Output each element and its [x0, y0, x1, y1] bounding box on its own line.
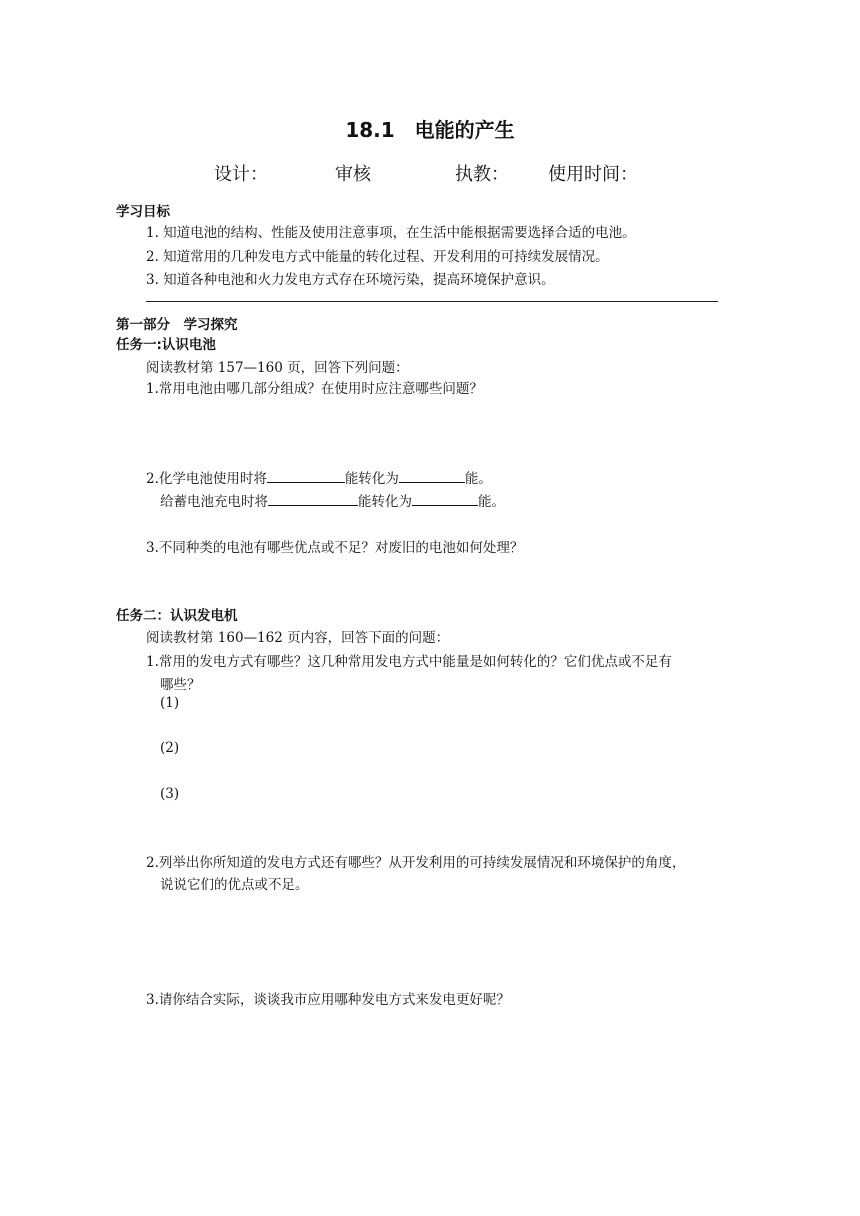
task1-heading: 任务一:认识电池: [116, 337, 216, 353]
sub-item-3: (3): [160, 786, 180, 802]
task2-question-2-line2: 说说它们的优点或不足。: [160, 877, 309, 893]
teacher-label: 执教：: [455, 164, 509, 185]
section-divider: [146, 301, 718, 302]
designer-label: 设计：: [214, 164, 268, 185]
answer-blank[interactable]: [268, 491, 358, 506]
task1-question-3: 3.不同种类的电池有哪些优点或不足？对废旧的电池如何处理？: [146, 540, 524, 556]
task1-intro: 阅读教材第 157—160 页，回答下列问题：: [146, 360, 409, 376]
objectives-heading: 学习目标: [116, 204, 170, 220]
task2-intro: 阅读教材第 160—162 页内容，回答下面的问题：: [146, 630, 450, 646]
question-text: 给蓄电池充电时将: [160, 494, 268, 510]
task1-question-2b: [160, 490, 505, 510]
task2-question-1-line2: 哪些？: [160, 677, 201, 693]
page-title: 18.1 电能的产生: [345, 118, 515, 142]
objective-item: 3. 知道各种电池和火力发电方式存在环境污染，提高环境保护意识。: [146, 272, 555, 288]
objective-item: 1. 知道电池的结构、性能及使用注意事项，在生活中能根据需要选择合适的电池。: [146, 225, 636, 241]
question-text: 2.化学电池使用时将: [146, 471, 267, 487]
question-text: 能转化为: [358, 494, 412, 510]
question-text: 能。: [464, 471, 492, 487]
usage-time-label: 使用时间：: [548, 164, 638, 185]
task1-question-2a: [146, 467, 492, 487]
answer-blank[interactable]: [267, 468, 345, 483]
part1-heading: 第一部分 学习探究: [116, 317, 238, 333]
question-text: 能转化为: [344, 471, 399, 487]
task2-heading: 任务二：认识发电机: [116, 608, 238, 624]
sub-item-2: (2): [160, 740, 180, 756]
task2-question-1-line1: 1.常用的发电方式有哪些？这几种常用发电方式中能量是如何转化的？它们优点或不足有: [146, 654, 672, 670]
task2-question-2-line1: 2.列举出你所知道的发电方式还有哪些？从开发利用的可持续发展情况和环境保护的角度，: [146, 855, 686, 871]
reviewer-label: 审核: [335, 164, 371, 185]
objective-item: 2. 知道常用的几种发电方式中能量的转化过程、开发利用的可持续发展情况。: [146, 249, 609, 265]
sub-item-1: (1): [160, 695, 180, 711]
question-text: 能。: [478, 494, 505, 510]
task2-question-3: 3.请你结合实际，谈谈我市应用哪种发电方式来发电更好呢？: [146, 992, 510, 1008]
answer-blank[interactable]: [412, 491, 478, 506]
task1-question-1: 1.常用电池由哪几部分组成？在使用时应注意哪些问题？: [146, 381, 483, 397]
answer-blank[interactable]: [399, 468, 465, 483]
